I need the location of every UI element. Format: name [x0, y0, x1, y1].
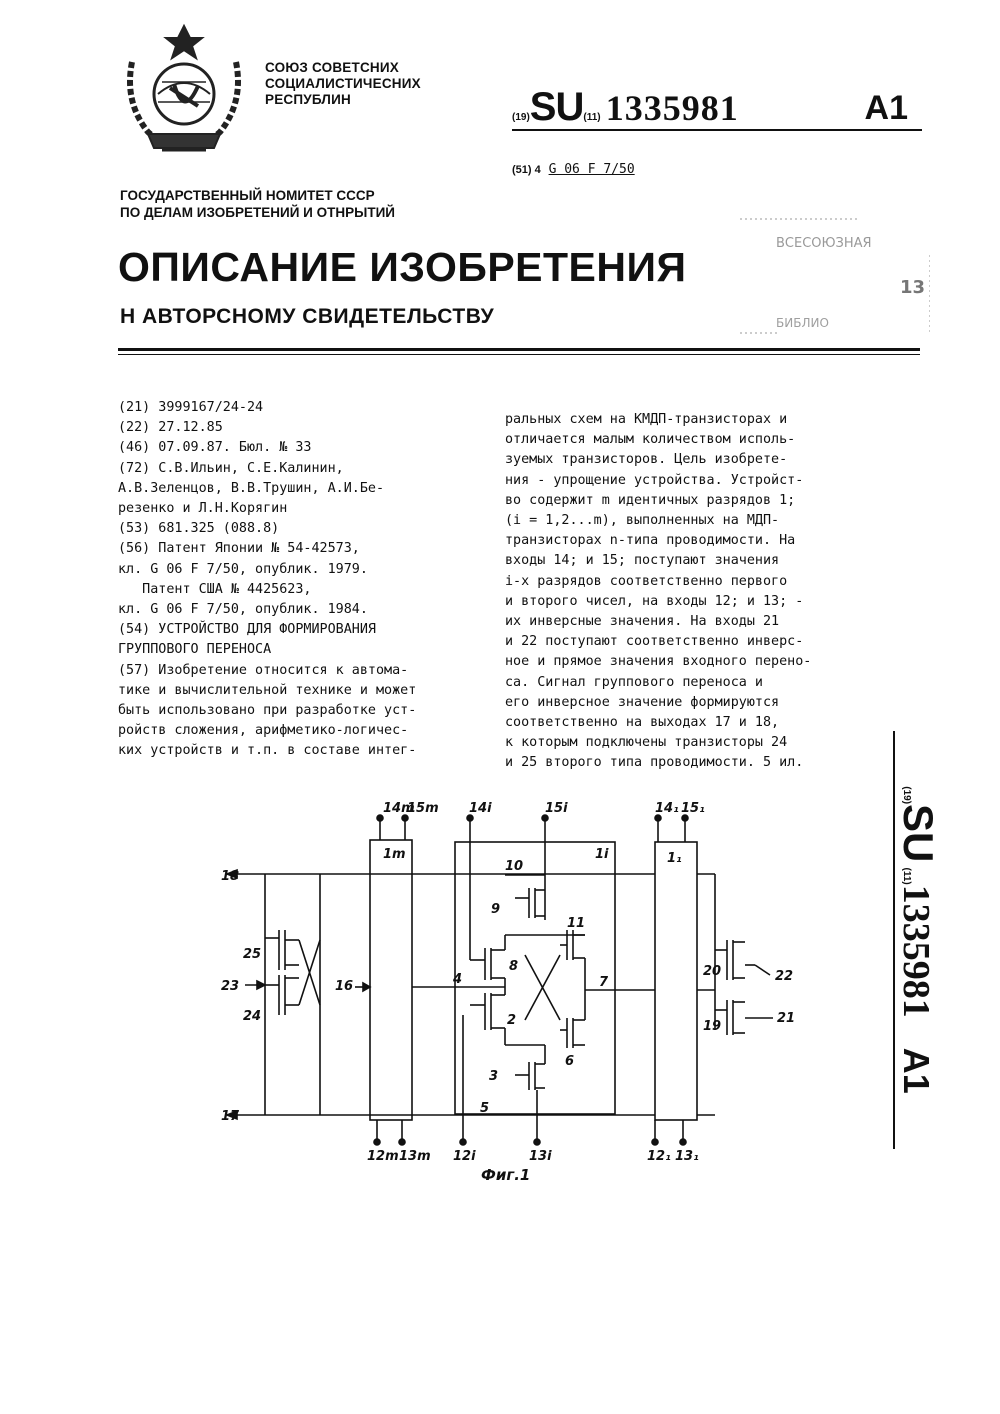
document-subtitle: Н АВТОРСНОМУ СВИДЕТЕЛЬСТВУ [120, 305, 495, 328]
left-line: ких устройств и т.п. в составе интег- [118, 743, 417, 759]
label-1m: 1m [383, 847, 406, 862]
emblem-icon [118, 22, 250, 158]
union-line-2: СОЦИАЛИСТИЧЕСНИХ [265, 76, 421, 91]
label-2: 2 [507, 1013, 517, 1028]
code-11: (11) [583, 112, 601, 123]
label-16: 16 [335, 979, 354, 994]
label-21: 21 [777, 1011, 796, 1026]
side-number: 1335981 [895, 884, 937, 1018]
country-code: SU [529, 85, 584, 129]
side-publication-number [893, 735, 943, 1145]
right-line: са. Сигнал группового переноса и [505, 674, 763, 690]
right-line: отличается малым количеством исполь- [505, 432, 796, 448]
label-15m: 15m [407, 801, 439, 816]
side-label [894, 786, 942, 1094]
committee-line-1: ГОСУДАРСТВЕННЫЙ НОМИТЕТ СССР [120, 188, 375, 203]
code-51: (51) 4 [512, 164, 541, 176]
label-14-1: 14₁ [655, 801, 679, 816]
library-stamp [740, 215, 930, 335]
label-13m: 13m [399, 1149, 431, 1164]
committee-line-2: ПО ДЕЛАМ ИЗОБРЕТЕНИЙ И ОТНРЫТИЙ [120, 205, 395, 220]
right-line: соответственно на выходах 17 и 18, [505, 715, 780, 731]
label-13i: 13i [529, 1149, 552, 1164]
stamp-line-2: 13 [900, 277, 926, 298]
label-10: 10 [505, 859, 524, 874]
label-19: 19 [703, 1019, 722, 1034]
right-line: транзисторах n-типа проводимости. На [505, 533, 796, 549]
right-line: и 22 поступают соответственно инверс- [505, 634, 804, 650]
left-line: ройств сложения, арифметико-логичес- [118, 723, 409, 739]
patent-number: 1335981 [605, 88, 739, 128]
label-3: 3 [489, 1069, 499, 1084]
left-line: Патент США № 4425623, [118, 581, 312, 597]
right-line: ное и прямое значения входного перено- [505, 654, 812, 670]
side-country: SU [895, 804, 942, 863]
committee-name [120, 187, 395, 221]
right-line: и 25 второго типа проводимости. 5 ил. [505, 755, 804, 771]
label-11: 11 [567, 916, 586, 931]
label-18: 18 [221, 869, 240, 884]
left-line: (57) Изобретение относится к автома- [118, 662, 409, 678]
stamp-border-icon [740, 215, 930, 335]
right-line: ния - упрощение устройства. Устройст- [505, 472, 804, 488]
left-line: быть использовано при разработке уст- [118, 703, 417, 719]
label-9: 9 [491, 902, 501, 917]
right-line: к которым подключены транзисторы 24 [505, 735, 788, 751]
header-rule-thick [118, 348, 920, 351]
label-20: 20 [703, 964, 722, 979]
abstract-column [505, 410, 811, 774]
left-line: (46) 07.09.87. Бюл. № 33 [118, 440, 312, 456]
label-12i: 12i [453, 1149, 476, 1164]
right-line: и второго чисел, на входы 12; и 13; - [505, 593, 804, 609]
document-title: ОПИСАНИЕ ИЗОБРЕТЕНИЯ [118, 244, 687, 290]
left-line: (56) Патент Японии № 54-42573, [118, 541, 360, 557]
union-name [265, 60, 421, 108]
stamp-line-1: ВСЕСОЮЗНАЯ [776, 236, 872, 251]
label-24: 24 [243, 1009, 262, 1024]
stamp-line-3: БИБЛИО [776, 316, 829, 330]
publication-number [512, 85, 922, 131]
label-7: 7 [599, 975, 609, 990]
ipc-code: G 06 F 7/50 [548, 162, 635, 177]
right-line: во содержит m идентичных разрядов 1; [505, 492, 796, 508]
right-line: (i = 1,2...m), выполненных на МДП- [505, 513, 780, 529]
label-22: 22 [775, 969, 794, 984]
label-17: 17 [221, 1109, 240, 1124]
bibliographic-column [118, 398, 416, 762]
ipc-classification [512, 162, 635, 177]
side-kind: A1 [896, 1047, 937, 1094]
label-15i: 15i [545, 801, 568, 816]
right-line: зуемых транзисторов. Цель изобрете- [505, 452, 788, 468]
right-line: ральных схем на КМДП-транзисторах и [505, 412, 788, 427]
figure-caption: Фиг.1 [481, 1166, 531, 1184]
left-line: тике и вычислительной технике и может [118, 682, 417, 698]
left-line: А.В.Зеленцов, В.В.Трушин, А.И.Бе- [118, 480, 385, 496]
right-line: его инверсное значение формируются [505, 694, 780, 710]
label-4: 4 [453, 972, 463, 987]
left-line: (53) 681.325 (088.8) [118, 521, 280, 537]
side-code-11: (11) [901, 867, 912, 885]
label-23: 23 [221, 979, 240, 994]
header-rule-thin [118, 354, 920, 355]
left-line: резенко и Л.Н.Корягин [118, 501, 288, 517]
left-line: (54) УСТРОЙСТВО ДЛЯ ФОРМИРОВАНИЯ [118, 622, 376, 638]
label-1i: 1i [595, 847, 609, 862]
label-12-1: 12₁ [647, 1149, 671, 1164]
right-line: их инверсные значения. На входы 21 [505, 614, 780, 630]
left-line: кл. G 06 F 7/50, опублик. 1984. [118, 602, 368, 618]
left-line: ГРУППОВОГО ПЕРЕНОСА [118, 642, 272, 658]
label-14m: 14m [383, 801, 415, 816]
right-line: входы 14; и 15; поступают значения [505, 553, 780, 569]
right-line: i-х разрядов соответственно первого [505, 573, 788, 589]
left-line: (21) 3999167/24-24 [118, 400, 264, 415]
circuit-figure [215, 790, 815, 1200]
union-line-3: РЕСПУБЛИН [265, 92, 351, 107]
label-13-1: 13₁ [675, 1149, 699, 1164]
label-14i: 14i [469, 801, 492, 816]
left-line: кл. G 06 F 7/50, опублик. 1979. [118, 561, 368, 577]
label-8: 8 [509, 959, 519, 974]
label-6: 6 [565, 1054, 575, 1069]
code-19: (19) [512, 112, 530, 123]
label-12m: 12m [367, 1149, 399, 1164]
side-code-19: (19) [901, 786, 912, 805]
label-5: 5 [480, 1101, 490, 1116]
left-line: (72) С.В.Ильин, С.Е.Калинин, [118, 460, 344, 476]
label-1-1: 1₁ [667, 851, 682, 866]
union-line-1: СОЮЗ СОВЕТСНИХ [265, 60, 399, 75]
kind-code: A1 [864, 89, 908, 127]
label-25: 25 [243, 947, 262, 962]
label-15-1: 15₁ [681, 801, 705, 816]
left-line: (22) 27.12.85 [118, 420, 223, 436]
